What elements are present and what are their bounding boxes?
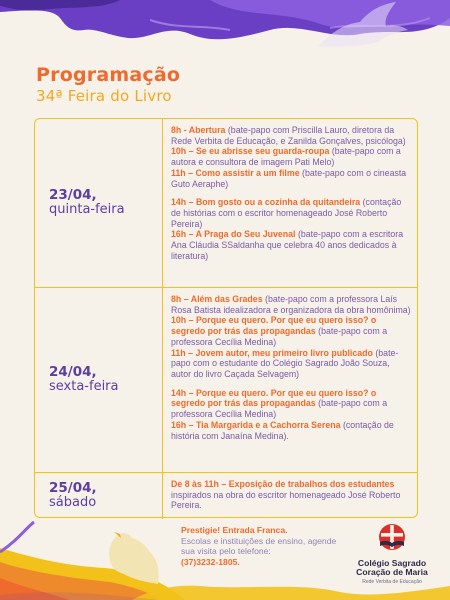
event-description: (bate-papo com o cineasta Guto Aeraphe) — [171, 167, 407, 189]
event-description: (bate-papo com a professora Cecília Medina) — [171, 398, 388, 420]
event-description: (bate-papo com a escritora Ana Cláudia SSaldanha que celebra 40 anos dedicados à literatura) — [171, 229, 404, 261]
day-weekday: quinta-feira — [49, 202, 125, 218]
event-title: 16h – Tia Margarida e a Cachorra Serena — [171, 419, 341, 430]
day-weekday: sábado — [49, 495, 97, 511]
event-item — [171, 146, 411, 167]
event-title: De 8 às 11h – Exposição de trabalhos dos estudantes — [171, 479, 395, 489]
event-title: 11h – Jovem autor, meu primeiro livro publicado — [171, 347, 373, 358]
day-cell — [35, 288, 163, 472]
day-date: 24/04, — [49, 363, 97, 380]
event-description: (bate-papo com a autora e consultora de imagem Pati Melo) — [171, 146, 401, 168]
school-logo-block — [342, 522, 442, 585]
event-item — [171, 315, 411, 347]
event-title: 14h – Bom gosto ou a cozinha da quitandeira — [171, 197, 361, 208]
event-item — [171, 348, 411, 380]
footer-text: Escolas e instituições de ensino, agende sua visita pelo telefone: — [181, 535, 337, 557]
day-cell — [35, 473, 163, 519]
schedule-row-day-3 — [35, 472, 417, 519]
schedule-row-day-1 — [35, 119, 417, 287]
event-title: 11h – Como assistir a um filme — [171, 167, 300, 178]
event-title: 8h – Além das Grades — [171, 294, 263, 304]
event-title: 14h – Porque eu quero. Por que eu quero isso? o segredo por trás das propagandas — [171, 387, 377, 409]
school-network: Rede Verbita de Educação — [362, 578, 422, 585]
school-name-line1: Colégio Sagrado — [357, 558, 427, 568]
day-weekday: sexta-feira — [49, 379, 119, 395]
footer-phone: (37)3232-1805. — [181, 557, 240, 568]
events-list — [171, 294, 411, 441]
event-item — [171, 125, 411, 146]
event-description: (bate-papo com a professora Cecília Medina) — [171, 326, 388, 347]
schedule-table — [34, 118, 418, 518]
footer-info — [181, 525, 341, 568]
event-item — [171, 168, 411, 189]
schedule-row-day-2 — [35, 287, 417, 472]
footer-highlight: Prestigie! Entrada Franca. — [181, 525, 288, 535]
event-item — [171, 294, 411, 315]
school-name-line2: Coração de Maria — [356, 567, 428, 578]
title-block — [36, 64, 180, 105]
event-description: (bate-papo com a professora Laís Rosa Batista idealizadora e organizadora da obra homônima) — [171, 294, 411, 315]
page-title: Programação — [36, 64, 181, 86]
school-logo-icon — [375, 522, 409, 552]
event-description: (bate-papo com o estudante do Colégio Sagrado João Souza, autor do livro Caçada Selvagem) — [171, 347, 399, 380]
event-title: 8h - Abertura — [171, 125, 226, 135]
events-list — [171, 125, 411, 262]
event-item — [171, 388, 411, 420]
day-cell — [35, 119, 163, 287]
event-item — [171, 420, 411, 441]
day-date: 23/04, — [49, 186, 97, 203]
day-date: 25/04, — [49, 479, 97, 496]
event-description: (bate-papo com Priscilla Lauro, diretora da Rede Verbita de Educação, e Zanilda Gonçalves, psicóloga) — [171, 125, 406, 146]
event-item — [171, 197, 411, 229]
event-title: 10h – Se eu abrisse seu guarda-roupa — [171, 146, 330, 157]
event-title: 16h – A Praga do Seu Juvenal — [171, 229, 296, 240]
event-item — [171, 479, 411, 511]
event-description: inspirados na obra do escritor homenageado José Roberto Pereira. — [171, 489, 401, 511]
page-subtitle: 34ª Feira do Livro — [36, 87, 172, 105]
event-item — [171, 229, 411, 261]
event-description: (contação de histórias com o escritor homenageado José Roberto Pereira) — [171, 197, 402, 229]
events-list — [171, 479, 411, 511]
event-title: 10h – Porque eu quero. Por que eu quero isso? o segredo por trás das propagandas — [171, 315, 377, 337]
event-description: (contação de história com Janaína Medina). — [171, 419, 394, 441]
